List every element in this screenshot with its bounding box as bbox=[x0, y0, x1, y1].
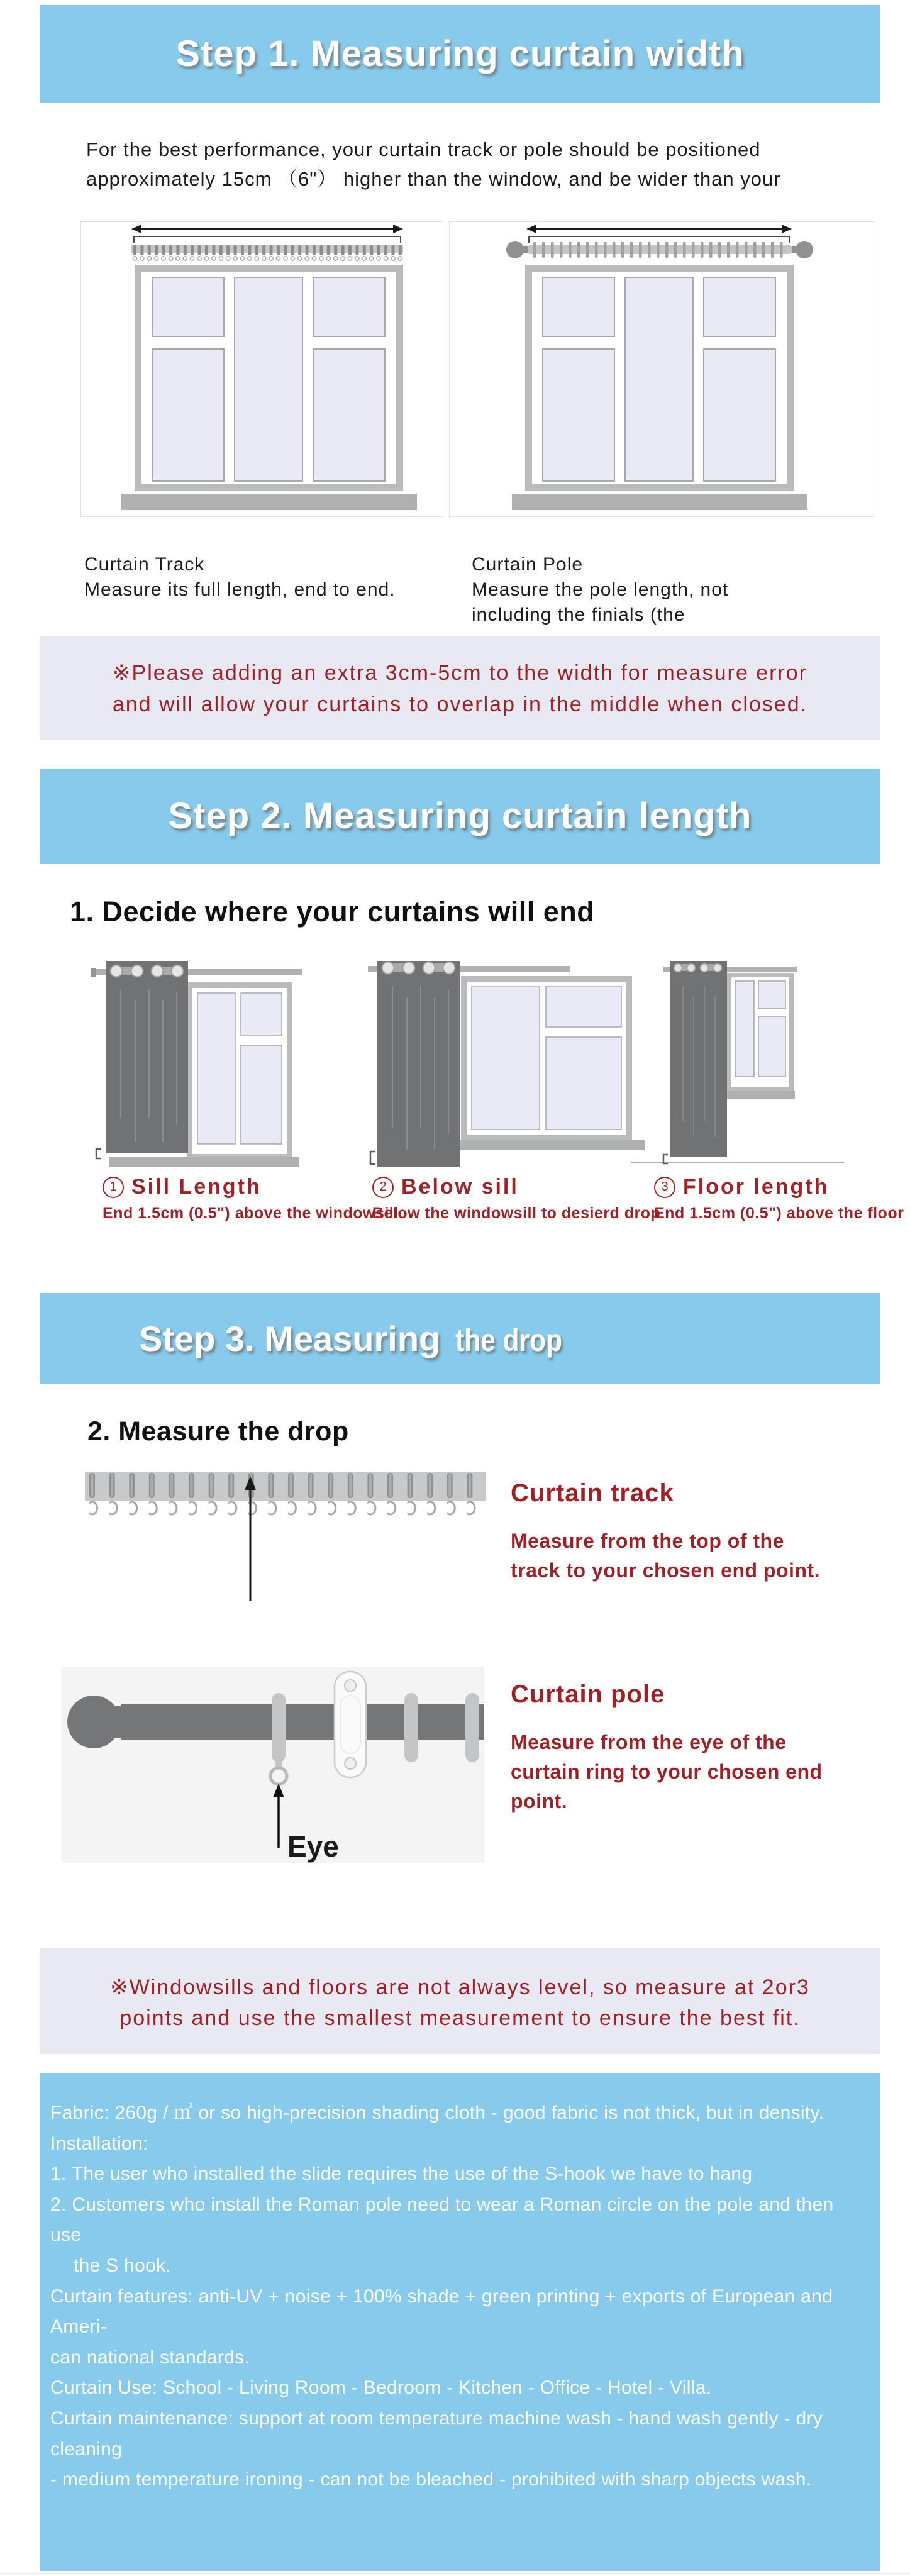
step3-banner-main: Step 3. Measuring bbox=[139, 1319, 441, 1358]
info-line: Curtain Use: School - Living Room - Bedroom - Kitchen - Office - Hotel - Villa. bbox=[50, 2377, 712, 2399]
option-floor-length-title bbox=[654, 1175, 904, 1199]
circled-number-2: 2 bbox=[372, 1177, 394, 1198]
info-line: Installation: bbox=[50, 2133, 148, 2154]
curtain-pole-caption-title: Curtain Pole bbox=[472, 554, 584, 575]
fabric-info-box bbox=[40, 2073, 880, 2571]
info-line: the S hook. bbox=[74, 2255, 172, 2276]
curtain-pole-window-illustration bbox=[450, 222, 875, 516]
curtain-pole-caption bbox=[472, 552, 728, 628]
pole-drop-text bbox=[511, 1680, 823, 1816]
option-floor-length bbox=[654, 1175, 904, 1223]
step2-banner: Step 2. Measuring curtain length bbox=[40, 769, 880, 864]
pole-drop-title: Curtain pole bbox=[511, 1680, 665, 1708]
level-note bbox=[40, 1948, 880, 2054]
option-floor-length-text: Floor length bbox=[683, 1175, 830, 1199]
step3-banner bbox=[40, 1293, 880, 1384]
level-note-line2: points and use the smallest measurement to ensure the best fit. bbox=[119, 2006, 801, 2030]
eye-label: Eye bbox=[287, 1830, 339, 1863]
curtain-track-window-illustration bbox=[81, 222, 443, 516]
floor-length-illustration bbox=[629, 961, 846, 1169]
option-sill-length-title bbox=[103, 1175, 399, 1199]
circled-number-1: 1 bbox=[103, 1177, 124, 1198]
curtain-track-caption bbox=[84, 552, 396, 602]
info-line: Fabric: 260g / ㎡ or so high-precision shading cloth - good fabric is not thick, but in density. bbox=[50, 2102, 824, 2123]
pole-drop-illustration bbox=[61, 1667, 484, 1863]
track-drop-line2: track to your chosen end point. bbox=[511, 1559, 820, 1582]
curtain-track-caption-title: Curtain Track bbox=[84, 554, 205, 575]
option-below-sill-text: Below sill bbox=[401, 1175, 519, 1199]
pole-drop-line2: curtain ring to your chosen end bbox=[511, 1760, 823, 1783]
info-line: can national standards. bbox=[50, 2346, 250, 2368]
below-sill-illustration bbox=[368, 961, 648, 1169]
info-line: 2. Customers who install the Roman pole need to wear a Roman circle on the pole and then use bbox=[50, 2194, 834, 2246]
width-note-line1: ※Please adding an extra 3cm-5cm to the width for measure error bbox=[113, 661, 807, 685]
intro-line2: approximately 15cm （6"） higher than the window, and be wider than your bbox=[86, 168, 781, 190]
pole-drop-body bbox=[511, 1728, 823, 1816]
sill-length-illustration bbox=[88, 961, 308, 1169]
pole-drop-line1: Measure from the eye of the bbox=[511, 1731, 787, 1753]
option-below-sill-title bbox=[372, 1175, 660, 1199]
option-sill-length-desc: End 1.5cm (0.5") above the windowsill bbox=[103, 1204, 399, 1222]
circled-number-3: 3 bbox=[654, 1177, 675, 1198]
curtain-pole-caption-line1: Measure the pole length, not bbox=[472, 579, 729, 600]
curtain-pole-caption-line2: including the finials (the bbox=[472, 604, 685, 625]
width-note-line2: and will allow your curtains to overlap in the middle when closed. bbox=[112, 692, 808, 716]
info-line: Curtain maintenance: support at room temperature machine wash - hand wash gently - dry cleaning bbox=[50, 2407, 823, 2460]
track-drop-line1: Measure from the top of the bbox=[511, 1530, 784, 1552]
bottom-divider bbox=[0, 2573, 910, 2574]
info-line: - medium temperature ironing - can not be bleached - prohibited with sharp objects wash. bbox=[50, 2469, 812, 2490]
step3-banner-sub: the drop bbox=[455, 1323, 563, 1358]
intro-paragraph bbox=[86, 135, 781, 194]
intro-line1: For the best performance, your curtain track or pole should be positioned bbox=[86, 138, 761, 160]
option-floor-length-desc: End 1.5cm (0.5") above the floor bbox=[654, 1204, 904, 1222]
drop-section-heading: 2. Measure the drop bbox=[87, 1416, 349, 1446]
info-line: 1. The user who installed the slide requires the use of the S-hook we have to hang bbox=[50, 2163, 753, 2185]
track-drop-title: Curtain track bbox=[511, 1479, 674, 1507]
option-sill-length-text: Sill Length bbox=[131, 1175, 262, 1199]
track-drop-text bbox=[511, 1479, 820, 1585]
option-below-sill bbox=[372, 1175, 660, 1223]
info-line: Curtain features: anti-UV + noise + 100% shade + green printing + exports of European and Ameri- bbox=[50, 2285, 833, 2338]
length-section-heading: 1. Decide where your curtains will end bbox=[70, 896, 595, 928]
option-sill-length bbox=[103, 1175, 399, 1223]
curtain-track-diagram-panel bbox=[80, 221, 443, 517]
level-note-line1: ※Windowsills and floors are not always level, so measure at 2or3 bbox=[110, 1975, 810, 1999]
track-drop-body bbox=[511, 1526, 820, 1585]
curtain-pole-diagram-panel bbox=[449, 221, 875, 517]
curtain-track-caption-line: Measure its full length, end to end. bbox=[84, 579, 396, 600]
option-below-sill-desc: Below the windowsill to desierd drop bbox=[372, 1204, 661, 1222]
pole-drop-line3: point. bbox=[511, 1790, 568, 1813]
track-drop-illustration bbox=[82, 1468, 491, 1610]
step1-banner: Step 1. Measuring curtain width bbox=[40, 5, 880, 103]
width-note bbox=[40, 636, 880, 740]
